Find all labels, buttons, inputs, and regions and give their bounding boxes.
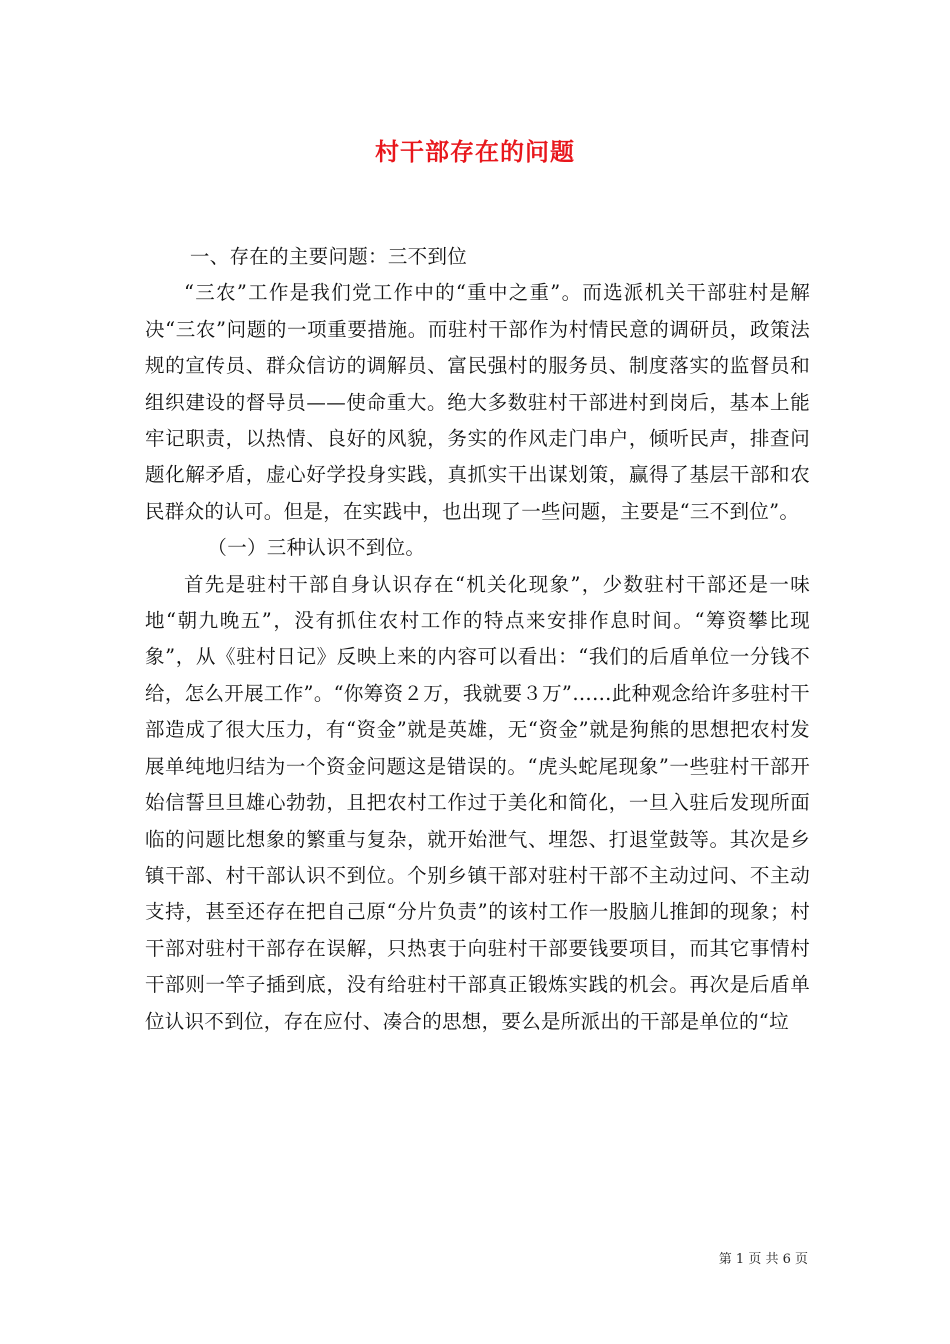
section-heading: 一、存在的主要问题：三不到位 <box>189 245 468 268</box>
document-title: 村干部存在的问题 <box>375 137 575 166</box>
paragraph-recognition: 首先是驻村干部自身认识存在“机关化现象”，少数驻村干部还是一味地“朝九晚五”，没有抓住农村工作的特点来安排作息时间。“筹资攀比现象”，从《驻村日记》反映上来的内容可以看出：“我们的后盾单位一分钱不给，怎么开展工作”。“你筹资２万，我就要３万”……此种观念给许多驻村干部造成了很大压力，有“资金”就是英雄，无“资金”就是狗熊的思想把农村发展单纯地归结为一个资金问题这是错误的。“虎头蛇尾现象”一些驻村干部开始信誓旦旦雄心勃勃，且把农村工作过于美化和简化，一旦入驻后发现所面临的问题比想象的繁重与复杂，就开始泄气、埋怨、打退堂鼓等。其次是乡镇干部、村干部认识不到位。个别乡镇干部对驻村干部不主动过问、不主动支持，甚至还存在把自己原“分片负责”的该村工作一股脑儿推卸的现象；村干部对驻村干部存在误解，只热衷于向驻村干部要钱要项目，而其它事情村干部则一竿子插到底，没有给驻村干部真正锻炼实践的机会。再次是后盾单位认识不到位，存在应付、凑合的思想，要么是所派出的干部是单位的“垃 <box>145 572 810 1033</box>
subsection-heading: （一）三种认识不到位。 <box>207 536 426 560</box>
document-body <box>145 239 810 1040</box>
paragraph-intro: “三农”工作是我们党工作中的“重中之重”。而选派机关干部驻村是解决“三农”问题的一项重要措施。而驻村干部作为村情民意的调研员，政策法规的宣传员、群众信访的调解员、富民强村的服务员、制度落实的监督员和组织建设的督导员——使命重大。绝大多数驻村干部进村到岗后，基本上能牢记职责，以热情、良好的风貌，务实的作风走门串户，倾听民声，排查问题化解矛盾，虚心好学投身实践，真抓实干出谋划策，赢得了基层干部和农民群众的认可。但是，在实践中，也出现了一些问题，主要是“三不到位”。 <box>145 281 810 523</box>
page-number: 第 1 页 共 6 页 <box>718 1252 808 1267</box>
